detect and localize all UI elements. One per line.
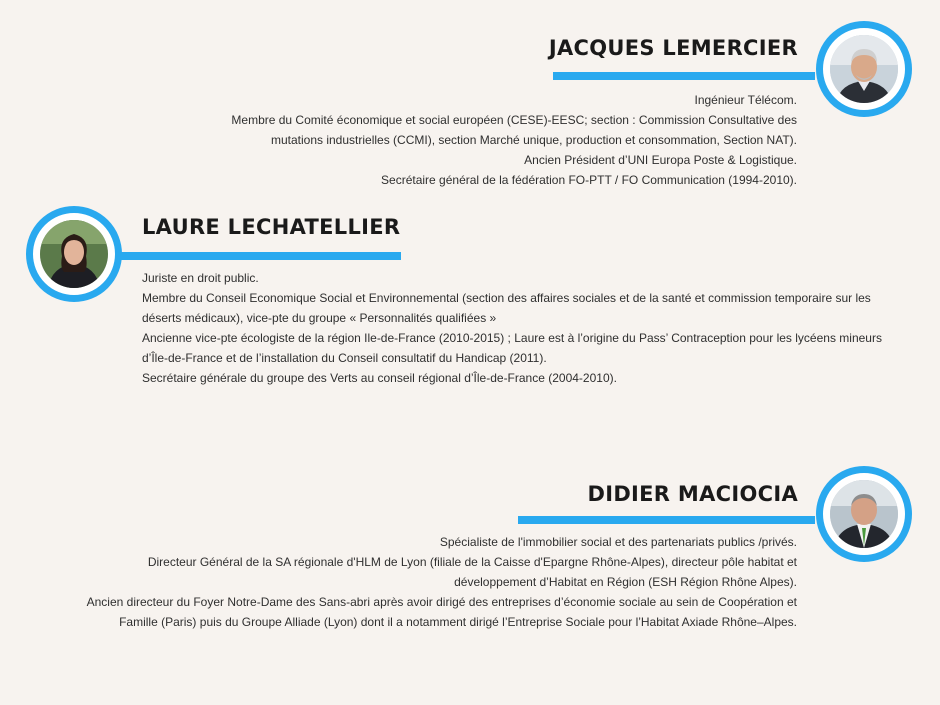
profile-bio — [80, 532, 797, 632]
avatar — [830, 480, 898, 548]
bio-line: Secrétaire général de la fédération FO-PTT / FO Communication (1994-2010). — [381, 173, 797, 187]
profile-name: DIDIER MACIOCIA — [587, 482, 798, 506]
profile-name: LAURE LECHATELLIER — [142, 215, 401, 239]
bio-line: Juriste en droit public. — [142, 271, 259, 285]
bio-line: Ingénieur Télécom. — [694, 93, 797, 107]
bio-line: Ancien directeur du Foyer Notre-Dame des Sans-abri après avoir dirigé des entreprises d’économie sociale au sein de Coopération et Famille (Paris) puis du Groupe Alliade (Lyon) dont il a notamment dirigé l’Entreprise Sociale pour l’Habitat Axiade Rhône–Alpes. — [86, 595, 797, 629]
bio-line: Directeur Général de la SA régionale d'HLM de Lyon (filiale de la Caisse d'Epargne Rhône-Alpes), directeur pôle habitat et développement d’Habitat en Région (ESH Région Rhône Alpes). — [147, 555, 797, 589]
portrait-man-suit-icon — [830, 480, 898, 548]
portrait-woman-dark-hair-icon — [40, 220, 108, 288]
bio-line: Membre du Comité économique et social européen (CESE)-EESC; section : Commission Consultative des mutations industrielles (CCMI), section Marché unique, production et consommation, Section NAT). — [231, 113, 797, 147]
avatar-ring — [26, 206, 122, 302]
bio-line: Secrétaire générale du groupe des Verts au conseil régional d’Île-de-France (2004-2010). — [142, 371, 617, 385]
accent-bar — [120, 252, 401, 260]
avatar — [40, 220, 108, 288]
profile-name: JACQUES LEMERCIER — [548, 36, 798, 60]
portrait-man-gray-hair-icon — [830, 35, 898, 103]
avatar-ring — [816, 466, 912, 562]
avatar — [830, 35, 898, 103]
profile-bio — [142, 268, 882, 388]
profile-bio — [150, 90, 797, 190]
bio-line: Ancienne vice-pte écologiste de la région Ile-de-France (2010-2015) ; Laure est à l’origine du Pass’ Contraception pour les lycéens mineurs d’Île-de-France et de l’installation du Conseil consultatif du Handicap (2011). — [142, 331, 882, 365]
accent-bar — [553, 72, 815, 80]
bio-line: Ancien Président d’UNI Europa Poste & Logistique. — [524, 153, 797, 167]
avatar-ring — [816, 21, 912, 117]
bio-line: Spécialiste de l'immobilier social et des partenariats publics /privés. — [439, 535, 797, 549]
bio-line: Membre du Conseil Economique Social et Environnemental (section des affaires sociales et de la santé et commission temporaire sur les déserts médicaux), vice-pte du groupe « Personnalités qualifiées » — [142, 291, 871, 325]
accent-bar — [518, 516, 815, 524]
